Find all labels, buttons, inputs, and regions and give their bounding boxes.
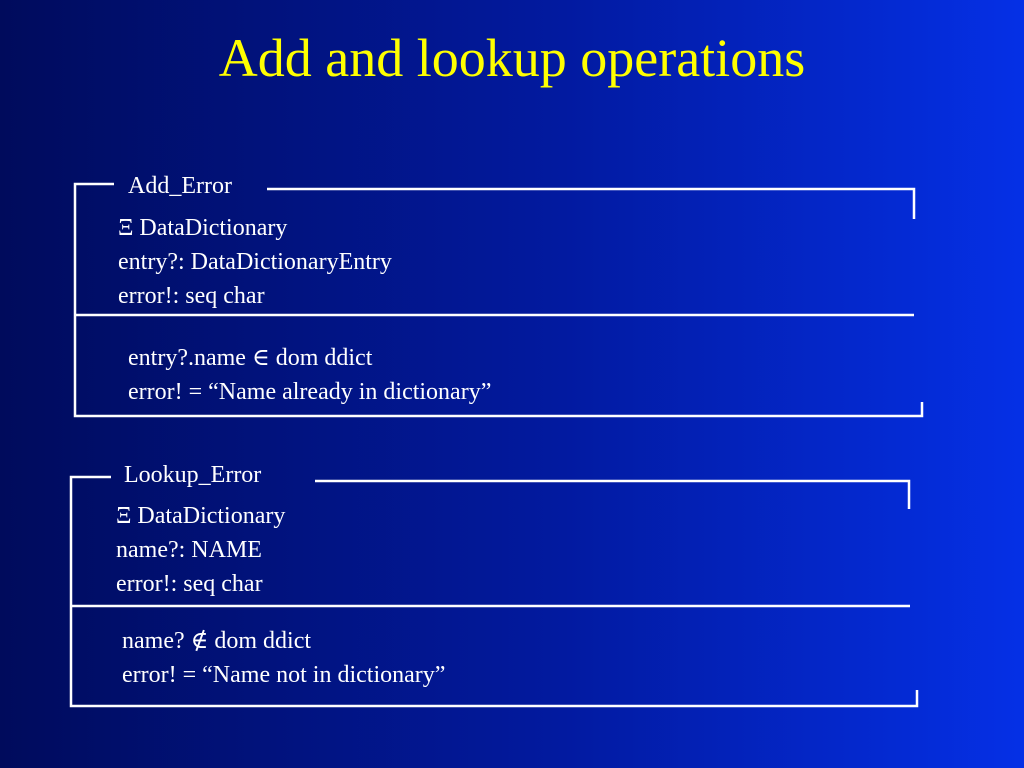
add-error-predicate: entry?.name ∈ dom ddict [128, 345, 373, 371]
add-error-declaration: entry?: DataDictionaryEntry [118, 249, 392, 275]
lookup-error-schema-name: Lookup_Error [124, 462, 262, 488]
add-error-predicate: error! = “Name already in dictionary” [128, 379, 492, 405]
add-error-schema-name: Add_Error [128, 173, 232, 199]
lookup-error-declaration: error!: seq char [116, 571, 263, 597]
add-error-declaration: Ξ DataDictionary [118, 215, 288, 241]
lookup-error-predicate: error! = “Name not in dictionary” [122, 662, 446, 688]
lookup-error-declaration: Ξ DataDictionary [116, 503, 286, 529]
lookup-error-declaration: name?: NAME [116, 537, 262, 563]
add-error-declaration: error!: seq char [118, 283, 265, 309]
add-error-top-right-edge [267, 189, 914, 219]
lookup-error-top-right-edge [315, 481, 909, 509]
slide-title: Add and lookup operations [218, 28, 806, 88]
lookup-error-predicate: name? ∉ dom ddict [122, 628, 312, 654]
